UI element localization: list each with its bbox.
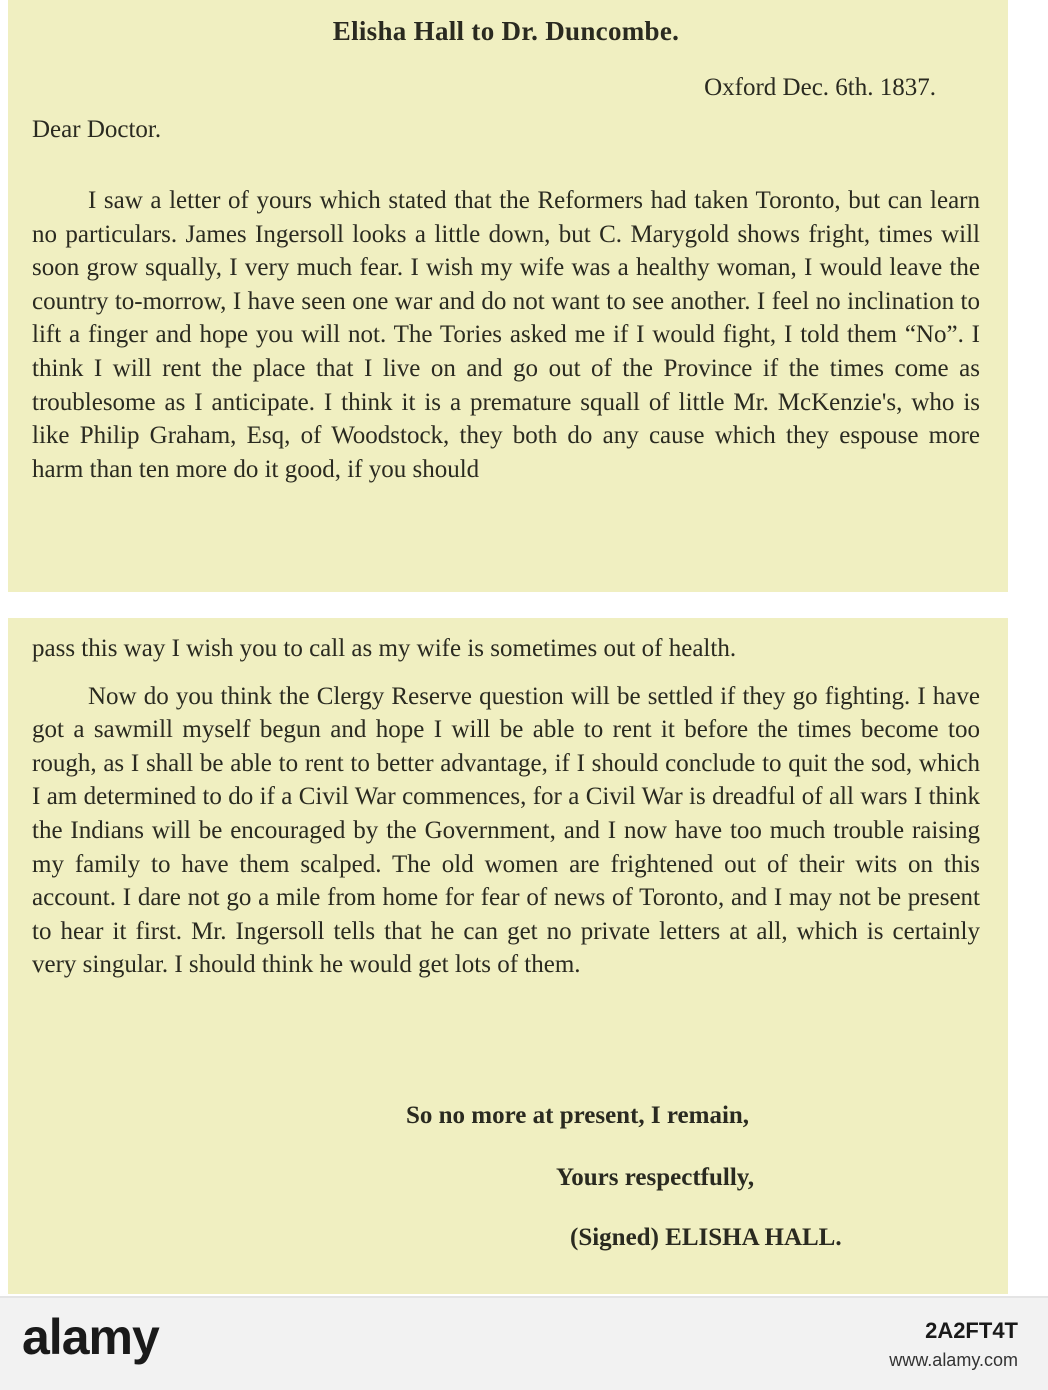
image-id: 2A2FT4T bbox=[925, 1318, 1018, 1343]
letter-page-top bbox=[8, 0, 1008, 592]
letter-valediction: Yours respectfully, bbox=[556, 1164, 755, 1191]
footer-divider bbox=[0, 1296, 1048, 1298]
letter-paragraph-1-continued: pass this way I wish you to call as my wife is sometimes out of health. bbox=[32, 635, 737, 662]
watermark-url: www.alamy.com bbox=[889, 1350, 1018, 1370]
letter-paragraph-1-text: I saw a letter of yours which stated that the Reformers had taken Toronto, but can learn no particulars. James Ingersoll looks a little down, but C. Marygold shows fright, times will soon grow squally, I very much fear. I wish my wife was a healthy woman, I would leave the country to-morrow, I have seen one war and do not want to see another. I feel no inclination to lift a finger and hope you will not. The Tories asked me if I would fight, I told them “No”. I think I will rent the place that I live on and go out of the Province if the times come as troublesome as I anticipate. I think it is a premature squall of little Mr. McKenzie's, who is like Philip Graham, Esq, of Woodstock, they both do any cause which they espouse more harm than ten more do it good, if you should bbox=[32, 187, 980, 483]
page-gap bbox=[0, 592, 1048, 618]
alamy-logo: alamy bbox=[22, 1309, 159, 1365]
letter-page-bottom bbox=[8, 618, 1008, 1294]
letter-paragraph-1 bbox=[32, 184, 980, 486]
letter-closing: So no more at present, I remain, bbox=[406, 1102, 750, 1129]
letter-signature: (Signed) ELISHA HALL. bbox=[570, 1224, 842, 1251]
letter-salutation: Dear Doctor. bbox=[32, 116, 162, 143]
letter-paragraph-2: Now do you think the Clergy Reserve question will be settled if they go fighting. I have got a sawmill myself begun and hope I will be able to rent it before the times become too rough, as I shall be able to rent to better advantage, if I should conclude to quit the sod, which I am determined to do if a Civil War commences, for a Civil War is dreadful of all wars I think the Indians will be encouraged by the Government, and I now have too much trouble raising my family to have them scalped. The old women are frightened out of their wits on this account. I dare not go a mile from home for fear of news of Toronto, and I may not be present to hear it first. Mr. Ingersoll tells that he can get no private letters at all, which is certainly very singular. I should think he would get lots of them. bbox=[32, 682, 980, 979]
letter-title: Elisha Hall to Dr. Duncombe. bbox=[332, 16, 680, 46]
letter-dateline: Oxford Dec. 6th. 1837. bbox=[704, 74, 936, 101]
